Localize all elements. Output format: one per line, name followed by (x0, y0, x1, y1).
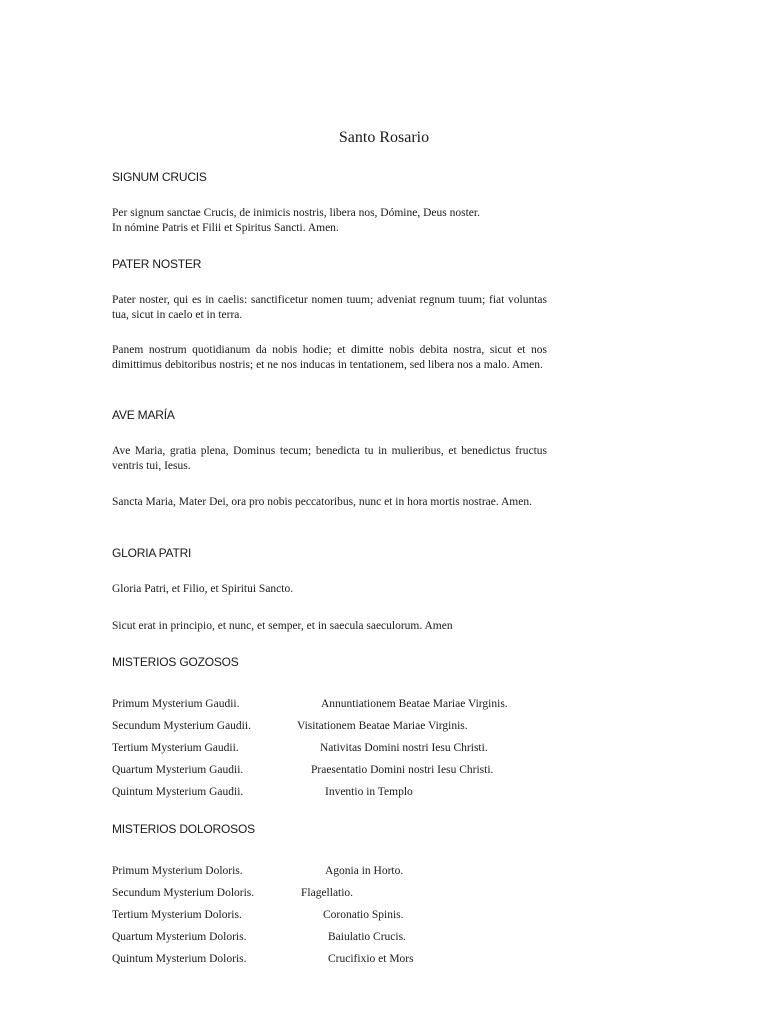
mystery-row (112, 863, 552, 879)
signum-crucis-text (112, 206, 547, 235)
mystery-name: Tertium Mysterium Gaudii. (112, 742, 239, 754)
mystery-description: Baiulatio Crucis. (328, 931, 406, 943)
pater-noster-paragraph-1: Pater noster, qui es in caelis: sanctificetur nomen tuum; adveniat regnum tuum; fiat voluntas tua, sicut in caelo et in terra. (112, 294, 547, 321)
signum-crucis-line-1: Per signum sanctae Crucis, de inimicis nostris, libera nos, Dómine, Deus noster. (112, 207, 480, 219)
gloria-patri-paragraph-1: Gloria Patri, et Filio, et Spiritui Sancto. (112, 583, 294, 595)
mystery-row (112, 929, 552, 945)
mystery-description: Flagellatio. (301, 887, 354, 899)
mystery-row (112, 696, 552, 712)
mystery-name: Quartum Mysterium Gaudii. (112, 764, 244, 776)
section-heading-gloria-patri: GLORIA PATRI (112, 546, 192, 560)
mystery-name: Secundum Mysterium Doloris. (112, 887, 255, 899)
signum-crucis-line-2: In nómine Patris et Filii et Spiritus Sancti. Amen. (112, 221, 339, 234)
mystery-name: Quintum Mysterium Gaudii. (112, 786, 244, 798)
page-title: Santo Rosario (338, 129, 430, 146)
mystery-name: Secundum Mysterium Gaudii. (112, 720, 251, 732)
section-heading-pater-noster: PATER NOSTER (112, 257, 202, 271)
mystery-row (112, 951, 552, 967)
gloria-patri-paragraph-2: Sicut erat in principio, et nunc, et semper, et in saecula saeculorum. Amen (112, 620, 453, 632)
mystery-description: Visitationem Beatae Mariae Virginis. (297, 720, 468, 732)
mystery-description: Annuntiationem Beatae Mariae Virginis. (321, 698, 508, 710)
section-heading-ave-maria: AVE MARÍA (112, 408, 175, 422)
section-heading-signum-crucis: SIGNUM CRUCIS (112, 170, 207, 184)
mystery-description: Praesentatio Domini nostri Iesu Christi. (311, 764, 494, 776)
mystery-name: Quartum Mysterium Doloris. (112, 931, 247, 943)
mystery-name: Tertium Mysterium Doloris. (112, 909, 242, 921)
mystery-description: Crucifixio et Mors (328, 953, 414, 965)
mystery-row (112, 718, 552, 734)
mystery-row (112, 740, 552, 756)
mystery-name: Primum Mysterium Gaudii. (112, 698, 240, 710)
ave-maria-paragraph-1: Ave Maria, gratia plena, Dominus tecum; benedicta tu in mulieribus, et benedictus fructus ventris tui, Iesus. (112, 445, 547, 472)
ave-maria-paragraph-2: Sancta Maria, Mater Dei, ora pro nobis peccatoribus, nunc et in hora mortis nostrae. Amen. (112, 496, 532, 508)
mystery-row (112, 784, 552, 800)
mystery-description: Inventio in Templo (325, 786, 413, 798)
section-heading-misterios-gozosos: MISTERIOS GOZOSOS (112, 655, 239, 669)
mystery-name: Quintum Mysterium Doloris. (112, 953, 247, 965)
mystery-description: Agonia in Horto. (325, 865, 404, 877)
mystery-description: Nativitas Domini nostri Iesu Christi. (320, 742, 488, 754)
pater-noster-paragraph-2: Panem nostrum quotidianum da nobis hodie; et dimitte nobis debita nostra, sicut et nos dimittimus debitoribus nostris; et ne nos inducas in tentationem, sed libera nos a malo. Amen. (112, 344, 547, 371)
mystery-row (112, 762, 552, 778)
mystery-row (112, 907, 552, 923)
mystery-name: Primum Mysterium Doloris. (112, 865, 243, 877)
section-heading-misterios-dolorosos: MISTERIOS DOLOROSOS (112, 822, 255, 836)
mystery-description: Coronatio Spinis. (323, 909, 404, 921)
mystery-row (112, 885, 552, 901)
